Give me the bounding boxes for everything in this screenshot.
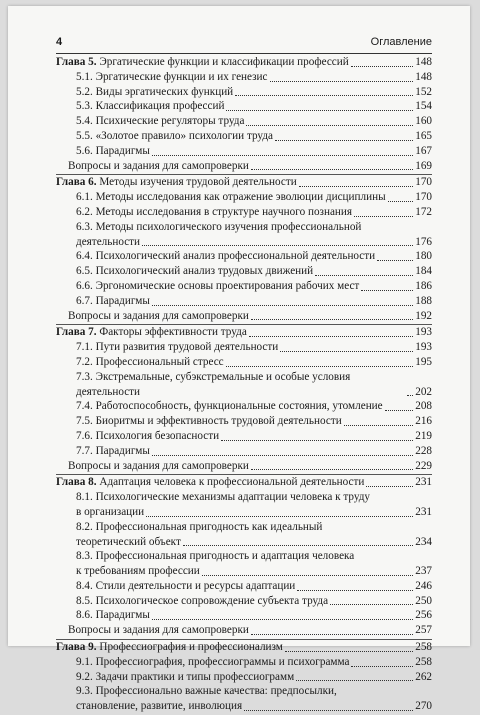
page-ref: 192 [415, 309, 432, 322]
toc-chapter [56, 55, 432, 70]
dot-leader [146, 516, 413, 517]
chapter-block [56, 640, 432, 715]
dot-leader [251, 469, 413, 470]
toc-entry-title [56, 175, 297, 190]
page-ref: 148 [415, 70, 432, 83]
toc-chapter [56, 640, 432, 655]
toc-section [56, 279, 432, 294]
toc-entry-title: 7.3. Экстремальные, субэкстремальные и особые условия деятельности [76, 370, 351, 398]
dot-leader [251, 169, 413, 170]
toc-entry-title: 6.7. Парадигмы [76, 294, 150, 307]
dot-leader [249, 336, 413, 337]
toc-entry-title: 6.4. Психологический анализ профессиональной деятельности [76, 250, 376, 263]
page-ref: 202 [415, 385, 432, 398]
toc-entry-title: 6.1. Методы исследования как отражение эволюции дисциплины [76, 191, 386, 204]
page-ref: 246 [415, 579, 432, 592]
dot-leader [366, 486, 413, 487]
dot-leader [299, 186, 414, 187]
toc-entry-title: 6.6. Эргономические основы проектирования рабочих мест [76, 279, 360, 292]
table-of-contents [56, 55, 432, 715]
page-ref: 193 [415, 326, 432, 339]
page-ref: 250 [415, 594, 432, 607]
toc-entry-title: 5.1. Эргатические функции и их генезис [76, 70, 268, 83]
toc-entry-title: становление, развитие, инволюция [76, 700, 243, 713]
toc-section [56, 144, 432, 159]
toc-section-line [76, 235, 432, 250]
toc-questions [56, 309, 432, 324]
page-number: 4 [56, 36, 63, 48]
chapter-label: Глава 9. [56, 641, 97, 654]
page-ref: 234 [415, 535, 432, 548]
toc-chapter [56, 475, 432, 490]
dot-leader [354, 216, 413, 217]
page-ref: 258 [415, 641, 432, 654]
dot-leader [142, 245, 413, 246]
dot-leader [152, 155, 413, 156]
toc-entry-title: деятельности [76, 235, 141, 248]
dot-leader [280, 351, 413, 352]
chapter-label: Глава 7. [56, 326, 97, 339]
dot-leader [344, 425, 414, 426]
toc-section [56, 114, 432, 129]
toc-entry-title [56, 55, 349, 70]
page-ref: 148 [415, 56, 432, 68]
toc-entry-title [56, 640, 283, 655]
dot-leader [385, 410, 414, 411]
page-ref: 256 [415, 609, 432, 622]
toc-chapter [56, 175, 432, 190]
dot-leader [330, 604, 413, 605]
dot-leader [251, 319, 413, 320]
toc-section [56, 249, 432, 264]
dot-leader [388, 201, 414, 202]
toc-entry-title: 8.6. Парадигмы [76, 609, 150, 622]
toc-entry-title: 5.6. Парадигмы [76, 144, 150, 157]
page-ref: 152 [415, 85, 432, 98]
toc-entry-title: 9.1. Профессиография, профессиограммы и психограмма [76, 655, 350, 668]
dot-leader [251, 634, 413, 635]
toc-section [56, 399, 432, 414]
dot-leader [351, 666, 413, 667]
page-ref: 228 [415, 444, 432, 457]
toc-entry-title: в организации [76, 505, 145, 518]
dot-leader [235, 95, 413, 96]
chapter-label: Глава 6. [56, 176, 97, 189]
chapter-title: Методы изучения трудовой деятельности [99, 176, 297, 189]
toc-section [56, 490, 432, 520]
toc-questions [56, 159, 432, 174]
toc-section [56, 655, 432, 670]
toc-section [56, 579, 432, 594]
toc-entry-title: 5.5. «Золотое правило» психологии труда [76, 129, 273, 142]
page-ref: 188 [415, 294, 432, 307]
toc-entry-title: 7.4. Работоспособность, функциональные состояния, утомление [76, 400, 383, 413]
toc-section-line [76, 564, 432, 579]
chapter-block [56, 175, 432, 325]
toc-entry-title: Вопросы и задания для самопроверки [68, 159, 249, 172]
toc-entry-title: Вопросы и задания для самопроверки [68, 624, 249, 637]
toc-section [56, 670, 432, 685]
chapter-label: Глава 8. [56, 476, 97, 489]
page-ref: 231 [415, 505, 432, 518]
toc-questions [56, 623, 432, 638]
dot-leader [407, 395, 413, 396]
toc-section [56, 429, 432, 444]
dot-leader [377, 260, 413, 261]
toc-entry-title: 5.2. Виды эргатических функций [76, 85, 234, 98]
toc-entry-title: 7.6. Психология безопасности [76, 429, 220, 442]
chapter-title: Профессиография и профессионализм [99, 641, 283, 654]
toc-section [56, 370, 432, 400]
chapter-block [56, 325, 432, 475]
dot-leader [152, 455, 413, 456]
toc-section [56, 414, 432, 429]
page-ref: 208 [415, 400, 432, 413]
toc-entry-title: 7.1. Пути развития трудовой деятельности [76, 341, 279, 354]
page-ref: 154 [415, 100, 432, 113]
dot-leader [221, 440, 413, 441]
toc-questions [56, 459, 432, 474]
toc-entry-title: 8.5. Психологическое сопровождение субъекта труда [76, 594, 329, 607]
dot-leader [246, 125, 413, 126]
chapter-title: Факторы эффективности труда [99, 326, 247, 339]
page-ref: 257 [415, 624, 432, 637]
page-ref: 195 [415, 355, 432, 368]
toc-entry-title: 6.2. Методы исследования в структуре научного познания [76, 205, 353, 218]
toc-entry-title [56, 325, 247, 340]
page-ref: 237 [415, 565, 432, 578]
toc-entry-title: Вопросы и задания для самопроверки [68, 459, 249, 472]
toc-entry-title: 9.3. Профессионально важные качества: предпосылки, [76, 685, 337, 698]
page-ref: 165 [415, 129, 432, 142]
page-header [56, 36, 432, 52]
toc-section [56, 99, 432, 114]
chapter-label: Глава 5. [56, 56, 97, 68]
page-ref: 229 [415, 459, 432, 472]
toc-entry-title: 6.3. Методы психологического изучения профессиональной [76, 220, 362, 233]
toc-entry-title: теоретический объект [76, 535, 181, 548]
page-ref: 270 [415, 700, 432, 713]
toc-section [56, 594, 432, 609]
toc-section [56, 608, 432, 623]
dot-leader [152, 305, 413, 306]
dot-leader [296, 680, 413, 681]
toc-chapter [56, 325, 432, 340]
toc-section [56, 549, 432, 579]
page-ref: 176 [415, 235, 432, 248]
chapter-block [56, 55, 432, 175]
chapter-title: Эргатические функции и классификации профессий [99, 56, 349, 68]
toc-entry-title [56, 475, 364, 490]
toc-section-line [76, 535, 432, 550]
book-page [8, 6, 470, 713]
page-ref: 170 [415, 191, 432, 204]
page-ref: 172 [415, 205, 432, 218]
toc-section [56, 70, 432, 85]
toc-section [56, 85, 432, 100]
page-ref: 231 [415, 476, 432, 489]
dot-leader [152, 619, 413, 620]
dot-leader [315, 275, 413, 276]
dot-leader [226, 110, 413, 111]
page-ref: 216 [415, 415, 432, 428]
toc-section [56, 264, 432, 279]
page-ref: 160 [415, 115, 432, 128]
toc-section [56, 220, 432, 250]
toc-entry-title: 7.2. Профессиональный стресс [76, 355, 224, 368]
toc-entry-title: 5.3. Классификация профессий [76, 100, 225, 113]
toc-section [56, 190, 432, 205]
page-ref: 184 [415, 265, 432, 278]
page-ref: 169 [415, 159, 432, 172]
page-ref: 180 [415, 250, 432, 263]
chapter-title: Адаптация человека к профессиональной деятельности [99, 476, 365, 489]
page-ref: 193 [415, 341, 432, 354]
toc-section [56, 294, 432, 309]
toc-entry-title: 9.2. Задачи практики и типы профессиограмм [76, 670, 295, 683]
toc-entry-title: 6.5. Психологический анализ трудовых движений [76, 265, 314, 278]
toc-entry-title: 7.5. Биоритмы и эффективность трудовой деятельности [76, 415, 342, 428]
toc-section [56, 340, 432, 355]
page-ref: 170 [415, 176, 432, 189]
toc-entry-title: Вопросы и задания для самопроверки [68, 309, 249, 322]
toc-entry-title: 8.1. Психологические механизмы адаптации человека к труду [76, 491, 371, 504]
toc-section-line [76, 699, 432, 714]
page-ref: 262 [415, 670, 432, 683]
toc-entry-title: 8.2. Профессиональная пригодность как идеальный [76, 520, 323, 533]
toc-entry-title: 8.3. Профессиональная пригодность и адаптация человека [76, 550, 355, 563]
toc-section [56, 684, 432, 714]
dot-leader [361, 290, 413, 291]
dot-leader [183, 545, 413, 546]
page-ref: 186 [415, 279, 432, 292]
header-rule [56, 53, 432, 54]
chapter-block [56, 475, 432, 640]
dot-leader [270, 81, 414, 82]
toc-section [56, 520, 432, 550]
toc-section [56, 355, 432, 370]
page-ref: 167 [415, 144, 432, 157]
dot-leader [226, 366, 414, 367]
dot-leader [202, 575, 413, 576]
toc-section [56, 444, 432, 459]
page-ref: 219 [415, 429, 432, 442]
dot-leader [297, 590, 413, 591]
dot-leader [351, 66, 413, 67]
toc-section [56, 129, 432, 144]
dot-leader [285, 651, 413, 652]
toc-entry-title: к требованиям профессии [76, 565, 200, 578]
toc-section [56, 205, 432, 220]
page-ref: 258 [415, 655, 432, 668]
toc-section-line [76, 505, 432, 520]
toc-entry-title: 5.4. Психические регуляторы труда [76, 115, 245, 128]
toc-entry-title: 7.7. Парадигмы [76, 444, 150, 457]
toc-entry-title: 8.4. Стили деятельности и ресурсы адаптации [76, 579, 296, 592]
dot-leader [275, 140, 413, 141]
dot-leader [244, 710, 413, 711]
running-title: Оглавление [370, 36, 432, 48]
